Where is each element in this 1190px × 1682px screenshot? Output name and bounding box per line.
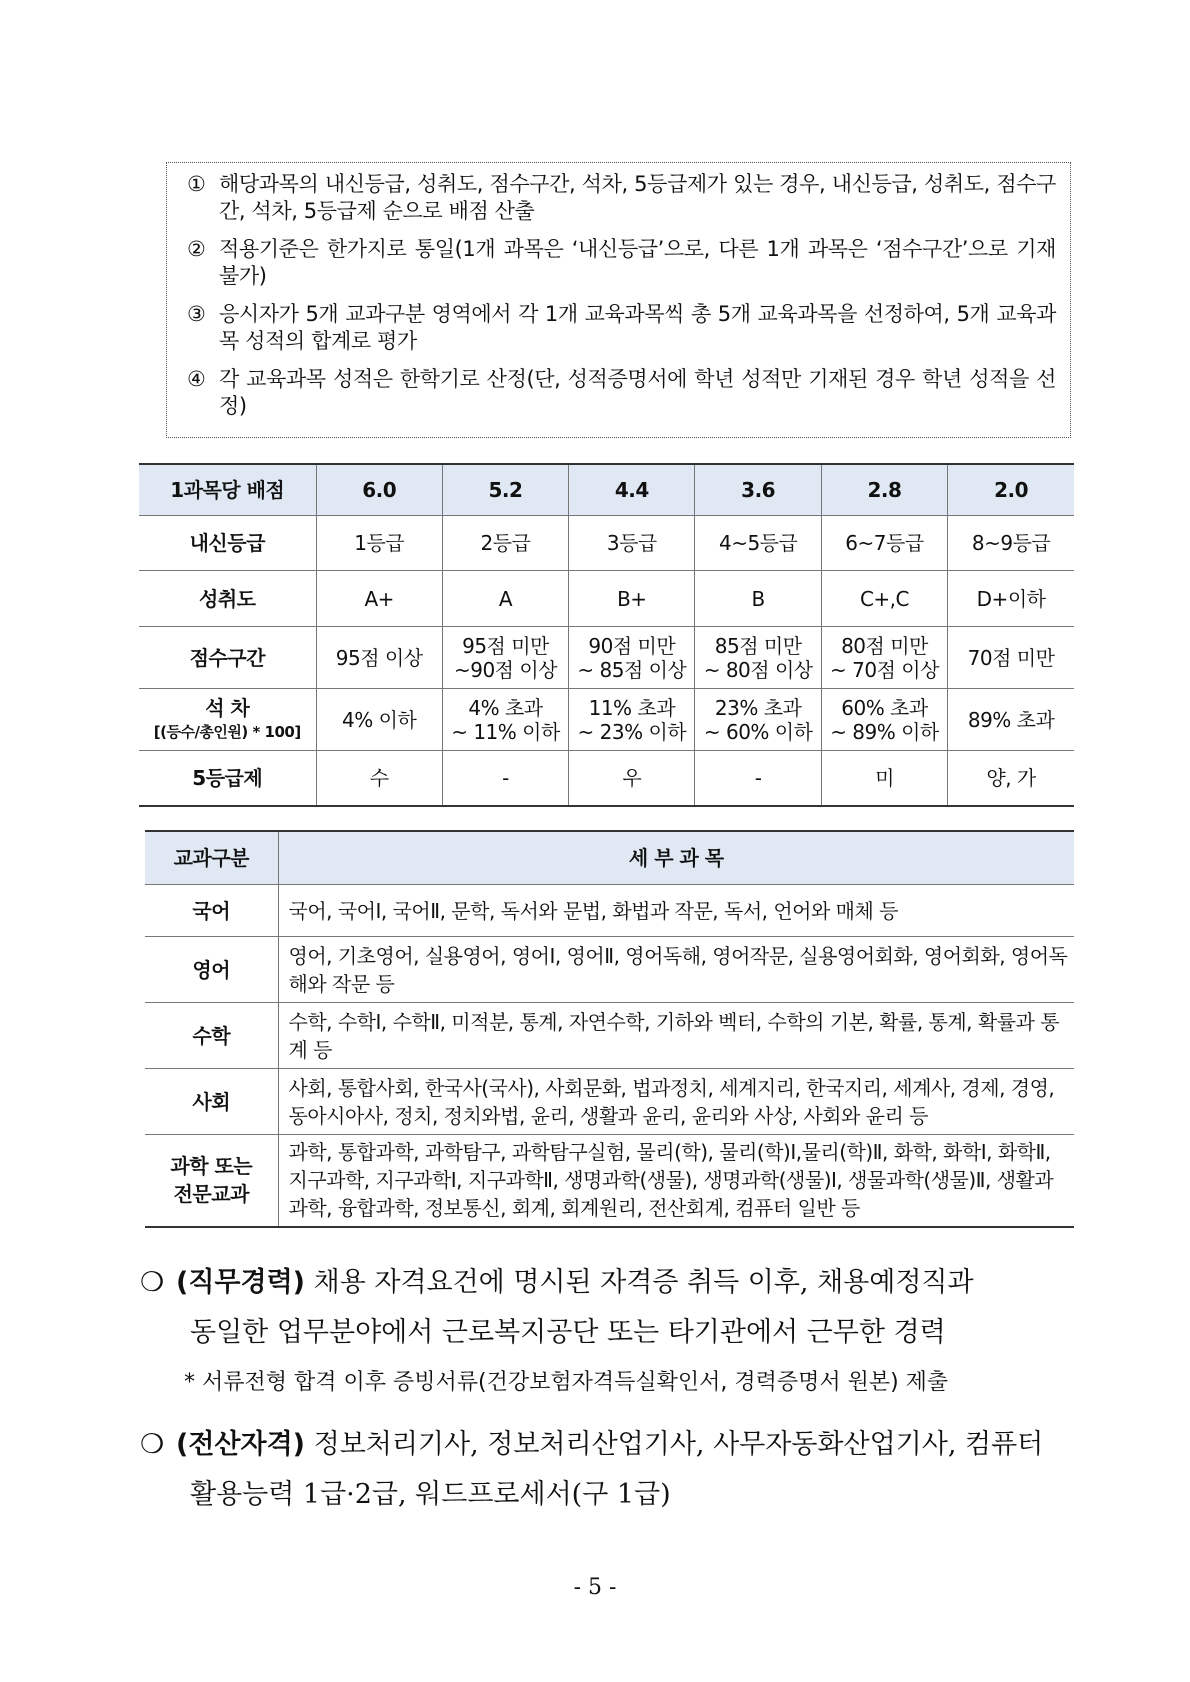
header-cell: 2.8 [821,464,947,516]
table-cell: 8~9등급 [948,516,1074,571]
circle-bullet-icon: ❍ [140,1267,165,1298]
table-cell: 영어, 기초영어, 실용영어, 영어Ⅰ, 영어Ⅱ, 영어독해, 영어작문, 실용영어회화, 영어회화, 영어독해와 작문 등 [278,937,1074,1003]
row-label: 석 차 [(등수/총인원) * 100] [139,689,316,751]
table-header-row [145,831,1074,885]
table-cell: B+ [569,571,695,627]
row-label: 수학 [145,1003,278,1069]
header-cell: 6.0 [316,464,442,516]
table-cell: 4~5등급 [695,516,821,571]
table-cell: 60% 초과 ~ 89% 이하 [821,689,947,751]
computer-paragraph: ❍ (전산자격) 정보처리기사, 정보처리산업기사, 사무자동화산업기사, 컴퓨터 활용능력 1급·2급, 워드프로세서(구 1급) [140,1420,1080,1520]
table-cell: 23% 초과 ~ 60% 이하 [695,689,821,751]
row-label: 내신등급 [139,516,316,571]
paragraph-heading: (직무경력) [176,1267,306,1298]
table-cell: 양, 가 [948,751,1074,806]
table-cell: C+,C [821,571,947,627]
career-paragraph: ❍ (직무경력) 채용 자격요건에 명시된 자격증 취득 이후, 채용예정직과 동일한 업무분야에서 근로복지공단 또는 타기관에서 근무한 경력 [140,1258,1080,1358]
table-cell: 89% 초과 [948,689,1074,751]
table-row [139,689,1074,751]
header-cell: 2.0 [948,464,1074,516]
table-cell: - [442,751,568,806]
table-cell: 수 [316,751,442,806]
table-cell: 95점 미만 ~90점 이상 [442,627,568,689]
table-cell: - [695,751,821,806]
table-row [145,1069,1074,1135]
row-label: 점수구간 [139,627,316,689]
header-cell: 5.2 [442,464,568,516]
table-cell: B [695,571,821,627]
note-item: ① 해당과목의 내신등급, 성취도, 점수구간, 석차, 5등급제가 있는 경우, 내신등급, 성취도, 점수구간, 석차, 5등급제 순으로 배점 산출 [187,172,1056,223]
table-cell: A+ [316,571,442,627]
table-row [139,627,1074,689]
header-cell: 4.4 [569,464,695,516]
criteria-notes-box [166,162,1071,438]
table-cell: 4% 초과 ~ 11% 이하 [442,689,568,751]
table-cell: 수학, 수학Ⅰ, 수학Ⅱ, 미적분, 통계, 자연수학, 기하와 벡터, 수학의 기본, 확률, 통계, 확률과 통계 등 [278,1003,1074,1069]
header-cell: 3.6 [695,464,821,516]
table-row [145,1003,1074,1069]
table-cell: 95점 이상 [316,627,442,689]
table-cell: 1등급 [316,516,442,571]
header-cell: 1과목당 배점 [139,464,316,516]
table-header-row [139,464,1074,516]
score-table [139,463,1074,807]
table-row [145,885,1074,937]
table-cell: 80점 미만 ~ 70점 이상 [821,627,947,689]
table-cell: 85점 미만 ~ 80점 이상 [695,627,821,689]
header-cell: 교과구분 [145,831,278,885]
row-label: 성취도 [139,571,316,627]
table-cell: 11% 초과 ~ 23% 이하 [569,689,695,751]
table-cell: 2등급 [442,516,568,571]
table-cell: 우 [569,751,695,806]
table-cell: 미 [821,751,947,806]
table-cell: 국어, 국어Ⅰ, 국어Ⅱ, 문학, 독서와 문법, 화법과 작문, 독서, 언어와 매체 등 [278,885,1074,937]
table-cell: 사회, 통합사회, 한국사(국사), 사회문화, 법과정치, 세계지리, 한국지리, 세계사, 경제, 경영, 동아시아사, 정치, 정치와법, 윤리, 생활과 윤리, 윤리와 사상, 사회와 윤리 등 [278,1069,1074,1135]
table-row [139,751,1074,806]
row-label: 5등급제 [139,751,316,806]
table-cell: A [442,571,568,627]
table-cell: D+이하 [948,571,1074,627]
paragraph-heading: (전산자격) [176,1429,306,1460]
table-cell: 90점 미만 ~ 85점 이상 [569,627,695,689]
table-cell: 6~7등급 [821,516,947,571]
table-cell: 3등급 [569,516,695,571]
row-label: 과학 또는 전문교과 [145,1135,278,1227]
table-cell: 과학, 통합과학, 과학탐구, 과학탐구실험, 물리(학), 물리(학)Ⅰ,물리(학)Ⅱ, 화학, 화학Ⅰ, 화학Ⅱ, 지구과학, 지구과학Ⅰ, 지구과학Ⅱ, 생명과학(생물), 생명과학(생물)Ⅰ, 생물과학(생물)Ⅱ, 생활과 과학, 융합과학, 정보통신, 회계, 회계원리, 전산회계, 컴퓨터 일반 등 [278,1135,1074,1227]
row-label: 영어 [145,937,278,1003]
career-footnote: * 서류전형 합격 이후 증빙서류(건강보험자격득실확인서, 경력증명서 원본) 제출 [184,1370,949,1395]
header-cell: 세 부 과 목 [278,831,1074,885]
note-item: ③ 응시자가 5개 교과구분 영역에서 각 1개 교육과목씩 총 5개 교육과목을 선정하여, 5개 교육과목 성적의 합계로 평가 [187,302,1056,353]
table-row [145,937,1074,1003]
table-cell: 4% 이하 [316,689,442,751]
row-label: 사회 [145,1069,278,1135]
note-item: ④ 각 교육과목 성적은 한학기로 산정(단, 성적증명서에 학년 성적만 기재된 경우 학년 성적을 선정) [187,367,1056,418]
note-item: ② 적용기준은 한가지로 통일(1개 과목은 ‘내신등급’으로, 다른 1개 과목은 ‘점수구간’으로 기재 불가) [187,237,1056,288]
row-label: 국어 [145,885,278,937]
table-cell: 70점 미만 [948,627,1074,689]
circle-bullet-icon: ❍ [140,1429,165,1460]
table-row [139,516,1074,571]
table-row [145,1135,1074,1227]
subject-table [145,830,1074,1228]
page-number: - 5 - [573,1575,617,1600]
table-row [139,571,1074,627]
